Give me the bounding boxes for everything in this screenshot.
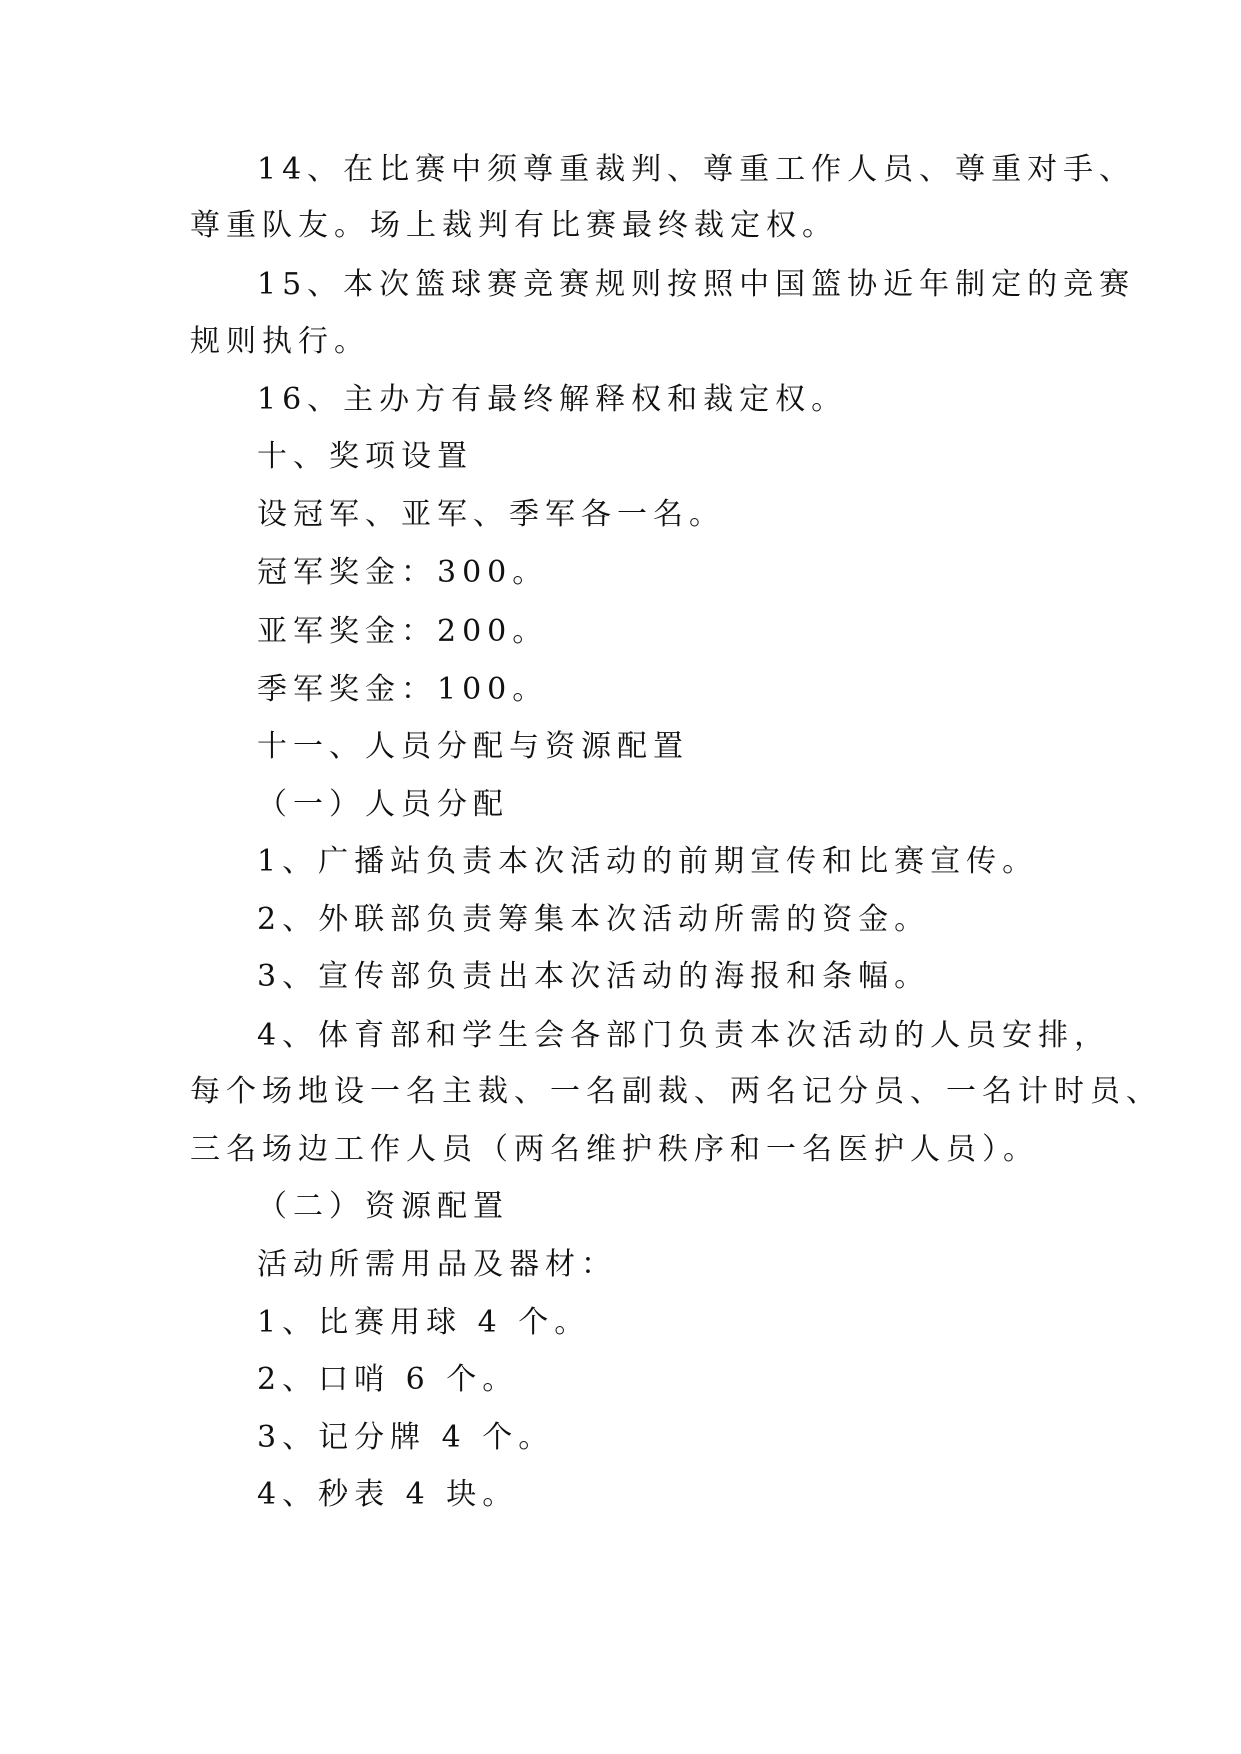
paragraph-line: 规则执行。: [190, 324, 370, 359]
paragraph-line: 设冠军、亚军、季军各一名。: [257, 497, 725, 532]
paragraph-line: 冠军奖金：300。: [257, 555, 549, 590]
paragraph-line: 14、在比赛中须尊重裁判、尊重工作人员、尊重对手、: [257, 152, 1136, 187]
list-item: 1、比赛用球 4 个。: [257, 1305, 591, 1340]
paragraph-line: 3、宣传部负责出本次活动的海报和条幅。: [257, 959, 931, 994]
paragraph-line: 2、外联部负责筹集本次活动所需的资金。: [257, 902, 931, 937]
paragraph-line: 季军奖金：100。: [257, 672, 549, 707]
paragraph-line: 4、体育部和学生会各部门负责本次活动的人员安排，: [257, 1018, 1111, 1053]
list-item: 2、口哨 6 个。: [257, 1362, 519, 1397]
section-heading: 十、奖项设置: [257, 439, 473, 474]
subsection-heading: （二）资源配置: [257, 1189, 509, 1224]
paragraph-line: 三名场边工作人员（两名维护秩序和一名医护人员）。: [190, 1132, 1039, 1167]
section-heading: 十一、人员分配与资源配置: [257, 729, 689, 764]
paragraph-line: 15、本次篮球赛竞赛规则按照中国篮协近年制定的竞赛: [257, 267, 1136, 302]
list-item: 3、记分牌 4 个。: [257, 1420, 555, 1455]
paragraph-line: 每个场地设一名主裁、一名副裁、两名记分员、一名计时员、: [190, 1074, 1162, 1109]
paragraph-line: 亚军奖金：200。: [257, 614, 549, 649]
paragraph-line: 1、广播站负责本次活动的前期宣传和比赛宣传。: [257, 844, 1039, 879]
paragraph-line: 16、主办方有最终解释权和裁定权。: [257, 382, 848, 417]
subsection-heading: （一）人员分配: [257, 787, 509, 822]
list-item: 4、秒表 4 块。: [257, 1477, 519, 1512]
paragraph-line: 尊重队友。场上裁判有比赛最终裁定权。: [190, 208, 838, 243]
paragraph-line: 活动所需用品及器材：: [257, 1247, 617, 1282]
